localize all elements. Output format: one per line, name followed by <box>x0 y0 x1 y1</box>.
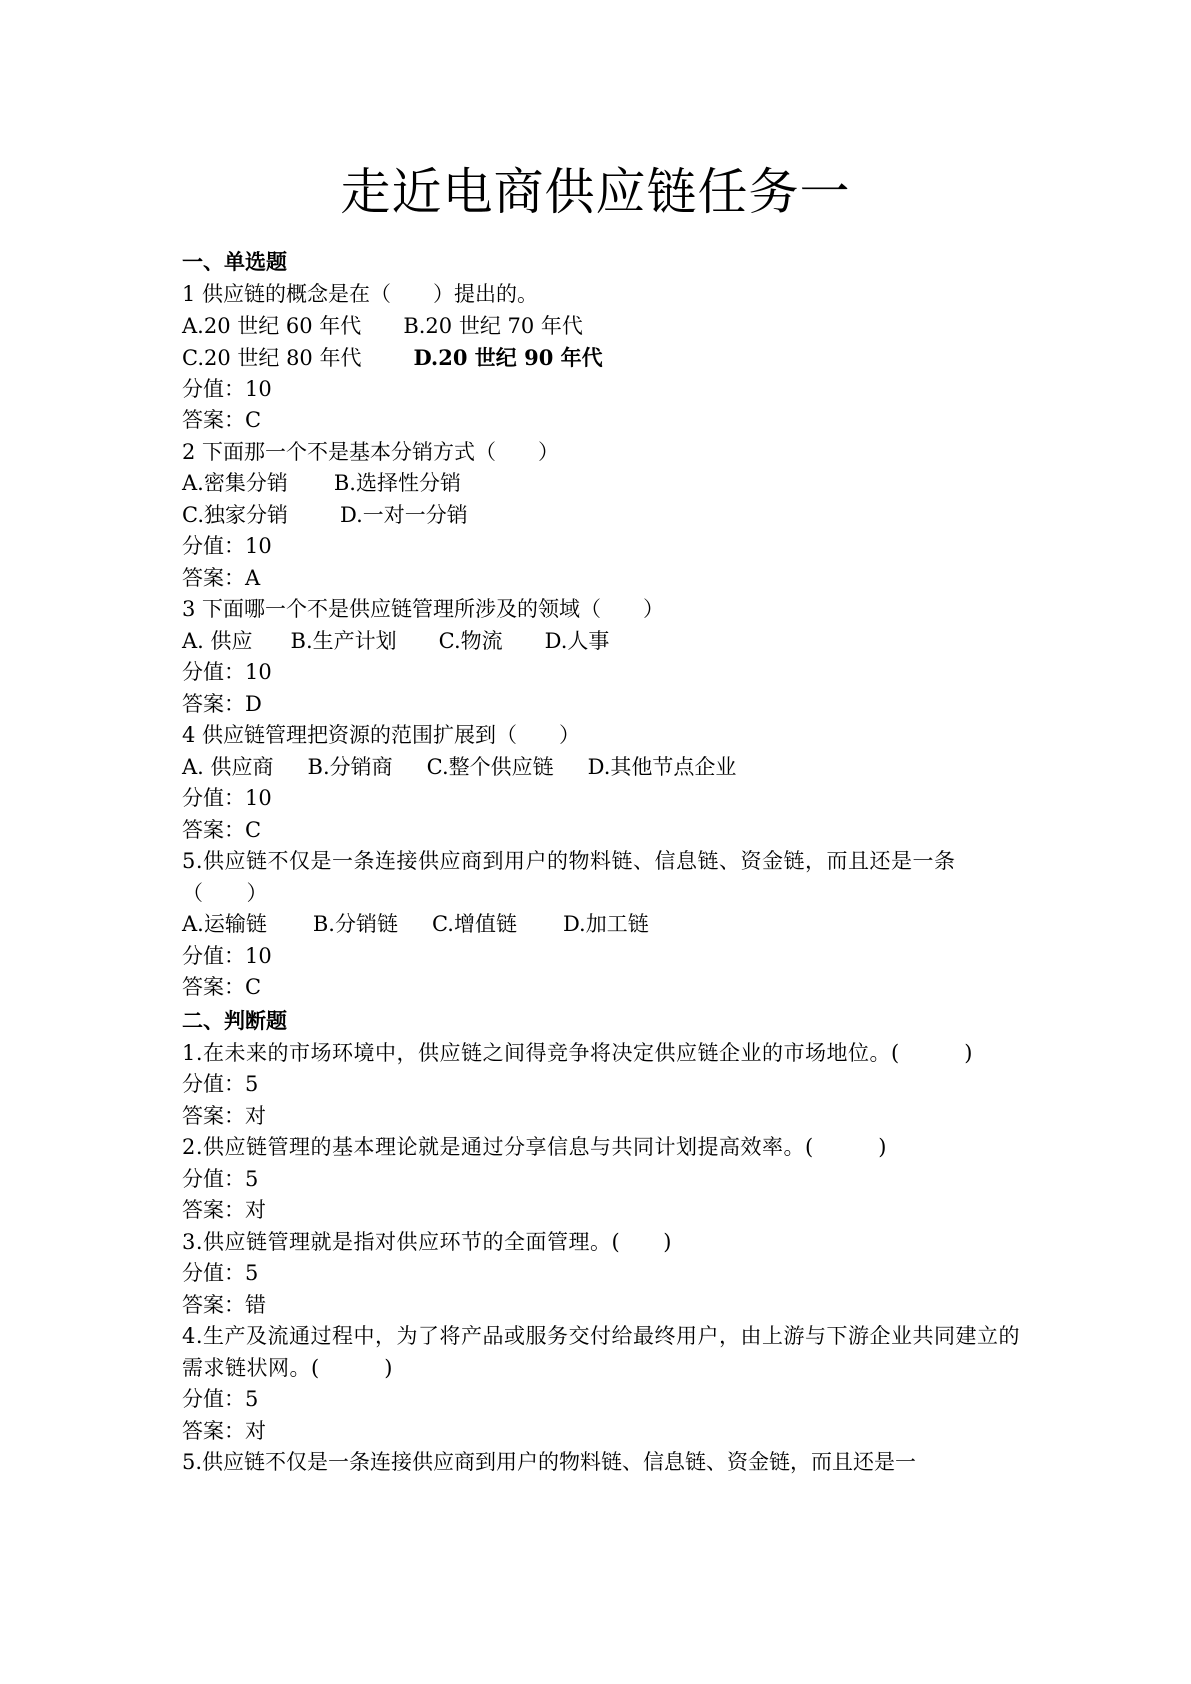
option-row <box>182 342 1022 374</box>
question-answer: 答案：对 <box>182 1418 266 1443</box>
section-heading-true-false: 二、判断题 <box>182 1008 287 1033</box>
question-score: 分值：5 <box>182 1166 259 1191</box>
question-answer: 答案：C <box>182 817 262 842</box>
question-answer: 答案：C <box>182 975 262 999</box>
question-stem: 3 下面哪一个不是供应链管理所涉及的领域（ ） <box>182 597 665 621</box>
question-score: 分值：5 <box>182 1387 259 1411</box>
option-d: D.人事 <box>544 628 610 653</box>
option-b: B.分销链 <box>312 912 398 936</box>
option-d: D.20 世纪 90 年代 <box>413 345 603 370</box>
question-score: 分值：10 <box>182 660 272 684</box>
option-row <box>182 626 1022 658</box>
option-b: B.选择性分销 <box>333 471 461 495</box>
option-d: D.其他节点企业 <box>587 754 737 779</box>
option-c: C.整个供应链 <box>426 754 554 779</box>
question-answer: 答案：对 <box>182 1103 266 1128</box>
document-body <box>182 245 1022 1479</box>
option-c: C.物流 <box>438 628 503 653</box>
option-c: C.20 世纪 80 年代 <box>182 346 362 370</box>
question-answer: 答案：A <box>182 565 261 590</box>
document-title: 走近电商供应链任务一 <box>340 163 851 221</box>
option-row <box>182 909 1022 941</box>
section-heading-single-choice: 一、单选题 <box>182 250 287 274</box>
option-d: D.加工链 <box>562 912 649 936</box>
question-stem: 4.生产及流通过程中，为了将产品或服务交付给最终用户，由上游与下游企业共同建立的需求链状网。( ) <box>182 1324 1021 1380</box>
option-b: B.20 世纪 70 年代 <box>403 313 583 338</box>
option-a: A.密集分销 <box>182 471 288 495</box>
option-row <box>182 468 1022 500</box>
option-row <box>182 500 1022 532</box>
option-a: A.运输链 <box>182 912 267 936</box>
option-b: B.生产计划 <box>290 628 397 653</box>
question-stem: 5.供应链不仅是一条连接供应商到用户的物料链、信息链、资金链，而且还是一 <box>182 1450 917 1474</box>
question-stem: 2 下面那一个不是基本分销方式（ ） <box>182 439 560 464</box>
question-stem: 2.供应链管理的基本理论就是通过分享信息与共同计划提高效率。( ) <box>182 1135 887 1159</box>
question-stem: 1.在未来的市场环境中，供应链之间得竞争将决定供应链企业的市场地位。( ) <box>182 1040 973 1065</box>
question-stem: 1 供应链的概念是在（ ）提出的。 <box>182 282 539 306</box>
question-score: 分值：10 <box>182 534 272 558</box>
option-row <box>182 311 1022 343</box>
question-answer: 答案：对 <box>182 1198 266 1222</box>
question-score: 分值：5 <box>182 1261 259 1285</box>
question-stem: 4 供应链管理把资源的范围扩展到（ ） <box>182 723 581 747</box>
question-stem: 5.供应链不仅是一条连接供应商到用户的物料链、信息链、资金链，而且还是一条（ ） <box>182 849 956 905</box>
question-score: 分值：10 <box>182 786 272 810</box>
option-row <box>182 752 1022 784</box>
option-a: A.20 世纪 60 年代 <box>182 313 362 338</box>
question-answer: 答案：C <box>182 408 262 432</box>
option-c: C.独家分销 <box>182 502 288 527</box>
question-score: 分值：5 <box>182 1072 259 1096</box>
question-answer: 答案：错 <box>182 1292 266 1317</box>
question-stem: 3.供应链管理就是指对供应环节的全面管理。( ) <box>182 1229 672 1254</box>
option-d: D.一对一分销 <box>340 502 468 527</box>
question-score: 分值：10 <box>182 376 272 401</box>
question-answer: 答案：D <box>182 691 262 716</box>
option-a: A. 供应 <box>182 628 253 653</box>
option-a: A. 供应商 <box>182 754 274 779</box>
question-score: 分值：10 <box>182 943 272 968</box>
option-b: B.分销商 <box>307 754 393 779</box>
option-c: C.增值链 <box>431 912 517 936</box>
